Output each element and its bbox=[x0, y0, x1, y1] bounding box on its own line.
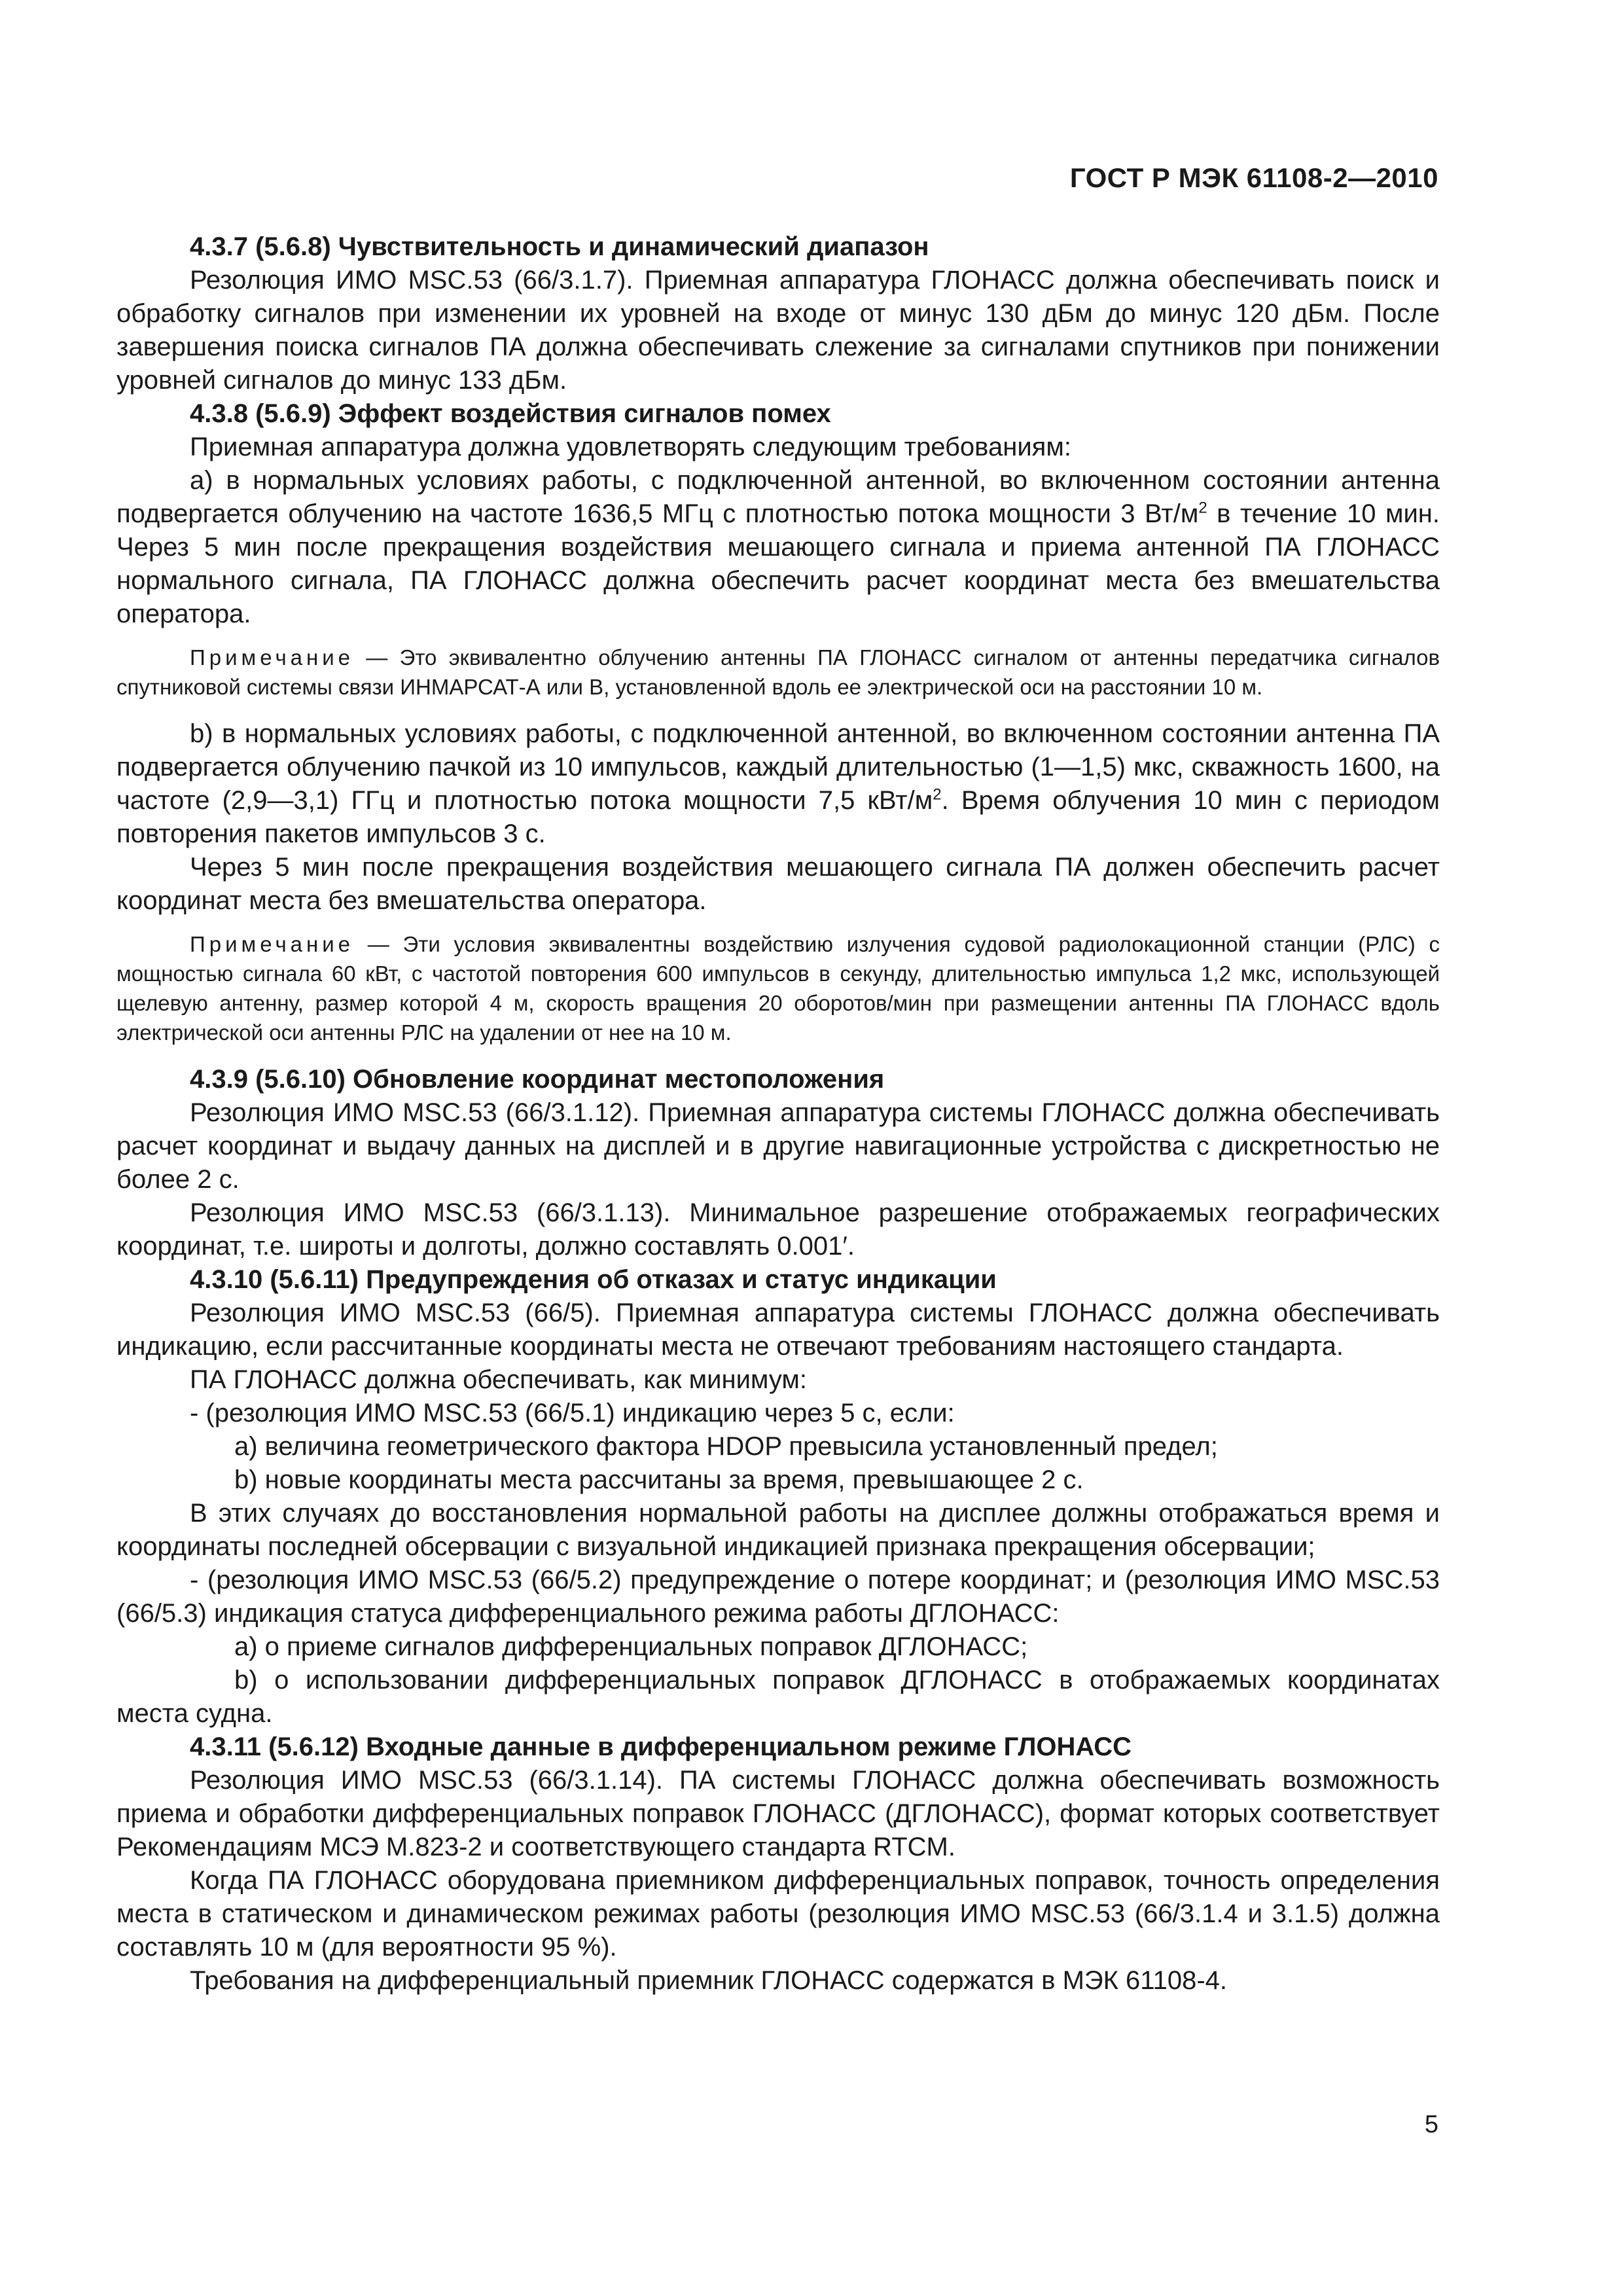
note-label: Примечание bbox=[190, 932, 355, 956]
superscript: 2 bbox=[933, 785, 942, 804]
dash-item: - (резолюция ИМО MSC.53 (66/5.2) предупреждение о потере координат; и (резолюция ИМО MSC.53 (66/5.3) индикация статуса дифференциального режима работы ДГЛОНАСС: bbox=[116, 1566, 1440, 1628]
list-item-a bbox=[116, 464, 1440, 631]
text-run: в течение 10 мин. Через 5 мин после прекращения воздействия мешающего сигнала и приема антенной ПА ГЛОНАСС нормального сигнала, ПА ГЛОНАСС должна обеспечить расчет координат места без вмешательства оператора. bbox=[116, 499, 1440, 628]
paragraph: Резолюция ИМО MSC.53 (66/3.1.12). Приемная аппаратура системы ГЛОНАСС должна обеспечивать расчет координат и выдачу данных на дисплей и в другие навигационные устройства с дискретностью не более 2 с. bbox=[116, 1098, 1440, 1194]
paragraph: Требования на дифференциальный приемник ГЛОНАСС содержатся в МЭК 61108-4. bbox=[190, 1966, 1227, 1995]
paragraph: Приемная аппаратура должна удовлетворять следующим требованиям: bbox=[190, 433, 1071, 461]
note-label: Примечание bbox=[190, 645, 355, 670]
paragraph: Когда ПА ГЛОНАСС оборудована приемником дифференциальных поправок, точность определения места в статическом и динамическом режимах работы (резолюция ИМО MSC.53 (66/3.1.4 и 3.1.5) должна составлять 10 м (для вероятности 95 %). bbox=[116, 1866, 1440, 1962]
note-text: — Это эквивалентно облучению антенны ПА ГЛОНАСС сигналом от антенны передатчика сигналов спутниковой системы связи ИНМАРСАТ-А или В, установленной вдоль ее электрической оси на расстоянии 10 м. bbox=[116, 645, 1440, 699]
text-run: . Время облучения 10 мин с периодом повторения пакетов импульсов 3 с. bbox=[116, 786, 1440, 848]
paragraph: Резолюция ИМО MSC.53 (66/3.1.14). ПА системы ГЛОНАСС должна обеспечивать возможность приема и обработки дифференциальных поправок ГЛОНАСС (ДГЛОНАСС), формат которых соответствует Рекомендациям МСЭ M.823-2 и соответствующего стандарта RTCM. bbox=[116, 1766, 1440, 1861]
section-heading-4-3-10: 4.3.10 (5.6.11) Предупреждения об отказах и статус индикации bbox=[190, 1265, 997, 1294]
list-item-b: b) о использовании дифференциальных поправок ДГЛОНАСС в отображаемых координатах места судна. bbox=[116, 1666, 1440, 1728]
section-heading-4-3-9: 4.3.9 (5.6.10) Обновление координат местоположения bbox=[190, 1065, 885, 1094]
note bbox=[116, 929, 1440, 1047]
list-item-a: a) величина геометрического фактора HDOP превысила установленный предел; bbox=[234, 1432, 1218, 1461]
paragraph: ПА ГЛОНАСС должна обеспечивать, как минимум: bbox=[190, 1365, 808, 1394]
section-heading-4-3-11: 4.3.11 (5.6.12) Входные данные в дифференциальном режиме ГЛОНАСС bbox=[190, 1732, 1132, 1761]
document-code: ГОСТ Р МЭК 61108-2—2010 bbox=[1069, 162, 1438, 193]
section-heading-4-3-8: 4.3.8 (5.6.9) Эффект воздействия сигналов помех bbox=[190, 399, 831, 428]
paragraph: Через 5 мин после прекращения воздействия мешающего сигнала ПА должен обеспечить расчет координат места без вмешательства оператора. bbox=[116, 853, 1440, 915]
document-body bbox=[116, 230, 1440, 1998]
paragraph: Резолюция ИМО MSC.53 (66/3.1.13). Минимальное разрешение отображаемых географических координат, т.е. широты и долготы, должно составлять 0.001′. bbox=[116, 1198, 1440, 1261]
paragraph: В этих случаях до восстановления нормальной работы на дисплее должны отображаться время и координаты последней обсервации с визуальной индикацией признака прекращения обсервации; bbox=[116, 1499, 1440, 1561]
list-item-a: a) о приеме сигналов дифференциальных поправок ДГЛОНАСС; bbox=[234, 1632, 1028, 1661]
text-run: a) в нормальных условиях работы, с подключенной антенной, во включенном состоянии антенна подвергается облучению на частоте 1636,5 МГц с плотностью потока мощности 3 Вт/м bbox=[116, 466, 1440, 528]
list-item-b: b) новые координаты места рассчитаны за время, превышающее 2 с. bbox=[234, 1465, 1084, 1494]
list-item-b bbox=[116, 717, 1440, 851]
paragraph: Резолюция ИМО MSC.53 (66/3.1.7). Приемная аппаратура ГЛОНАСС должна обеспечивать поиск и обработку сигналов при изменении их уровней на входе от минус 130 дБм до минус 120 дБм. После завершения поиска сигналов ПА должна обеспечивать слежение за сигналами спутников при понижении уровней сигналов до минус 133 дБм. bbox=[116, 266, 1440, 395]
page-number: 5 bbox=[1424, 2111, 1438, 2138]
dash-item: - (резолюция ИМО MSC.53 (66/5.1) индикацию через 5 с, если: bbox=[190, 1399, 955, 1427]
superscript: 2 bbox=[1198, 499, 1207, 517]
paragraph: Резолюция ИМО MSC.53 (66/5). Приемная аппаратура системы ГЛОНАСС должна обеспечивать индикацию, если рассчитанные координаты места не отвечают требованиям настоящего стандарта. bbox=[116, 1299, 1440, 1361]
note bbox=[116, 643, 1440, 702]
note-text: — Эти условия эквивалентны воздействию излучения судовой радиолокационной станции (РЛС) с мощностью сигнала 60 кВт, с частотой повторения 600 импульсов в секунду, длительностью импульса 1,2 мкс, использующей щелевую антенну, размер которой 4 м, скорость вращения 20 оборотов/мин при размещении антенны ПА ГЛОНАСС вдоль электрической оси антенны РЛС на удалении от нее на 10 м. bbox=[116, 932, 1440, 1045]
text-run: b) в нормальных условиях работы, с подключенной антенной, во включенном состоянии антенна ПА подвергается облучению пачкой из 10 импульсов, каждый длительностью (1—1,5) мкс, скважность 1600, на частоте (2,9—3,1) ГГц и плотностью потока мощности 7,5 кВт/м bbox=[116, 719, 1440, 815]
section-heading-4-3-7: 4.3.7 (5.6.8) Чувствительность и динамический диапазон bbox=[190, 232, 929, 261]
